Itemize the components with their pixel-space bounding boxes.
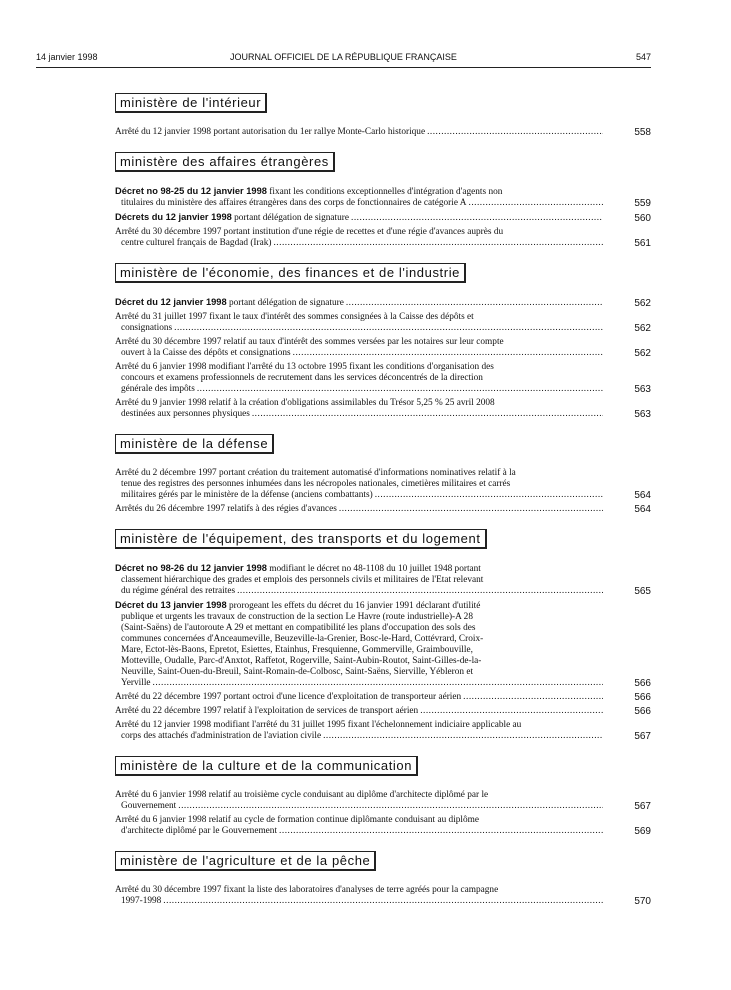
ministry-section [115,756,651,837]
toc-entry[interactable] [115,706,651,717]
ministry-heading: ministère de la défense [115,434,274,454]
toc-entry[interactable] [115,297,651,309]
entry-page-number: 565 [634,586,651,597]
entry-last-line: Yerville [121,678,151,688]
entry-text-line: Arrêté du 30 décembre 1997 relatif au taux d'intérêt des sommes versées par les notaires sur leur compte [115,337,504,347]
toc-entry[interactable] [115,885,651,907]
entry-text-line: Arrêté du 2 décembre 1997 portant création du traitement automatisé d'informations nominatives relatif à la [115,468,516,478]
entry-lead: Décret du 12 janvier 1998 [115,297,227,307]
entry-page-number: 561 [634,238,651,249]
entry-page-number: 560 [634,213,651,224]
ministry-section [115,263,651,420]
entry-page-number: 569 [634,826,651,837]
table-of-contents [115,93,651,921]
entry-page-number: 562 [634,323,651,334]
leader-dots [279,826,603,837]
ministry-section [115,93,651,138]
ministry-section [115,529,651,742]
entry-text-line: Arrêté du 12 janvier 1998 modifiant l'arrêté du 31 juillet 1995 fixant l'échelonnement indiciaire applicable au [115,720,522,730]
entry-text-line: prorogeant les effets du décret du 16 janvier 1991 déclarant d'utilité [226,601,481,611]
leader-dots [469,198,604,209]
issue-date: 14 janvier 1998 [36,52,98,62]
entry-last-line: ouvert à la Caisse des dépôts et consignations [121,348,291,358]
page-number: 547 [635,52,651,62]
entry-lead: Décret no 98-25 du 12 janvier 1998 [115,186,267,196]
leader-dots [339,504,603,515]
ministry-heading: ministère de l'équipement, des transports et du logement [115,529,487,549]
leader-dots [163,896,603,907]
ministry-heading: ministère de la culture et de la communication [115,756,418,776]
entry-page-number: 567 [634,801,651,812]
entry-text-line: Arrêté du 30 décembre 1997 fixant la liste des laboratoires d'analyses de terre agréés pour la campagne [115,885,499,895]
header-rule [36,67,651,68]
leader-dots [252,409,603,420]
entry-text-line: concours et examens professionnels de recrutement dans les services déconcentrés de la direction [121,373,483,383]
toc-entry[interactable] [115,312,651,334]
entry-last-line: consignations [121,323,173,333]
entry-text-line: Arrêté du 30 décembre 1997 portant institution d'une régie de recettes et d'une régie d'avances auprès du [115,227,504,237]
toc-entry[interactable] [115,692,651,703]
entry-last-line: Gouvernement [121,801,177,811]
entry-text-line: fixant les conditions exceptionnelles d'intégration d'agents non [266,187,503,197]
toc-entry[interactable] [115,362,651,395]
entry-last-line: titulaires du ministère des affaires étrangères dans des corps de fonctionnaires de catégorie A [121,198,467,208]
toc-entry[interactable] [115,398,651,420]
entry-text-line: (Saint-Saëns) de l'autoroute A 29 et mettant en compatibilité les plans d'occupation des sols des [121,623,476,633]
leader-dots [420,706,603,717]
toc-entry[interactable] [115,720,651,742]
leader-dots [178,801,603,812]
entry-lead: Décrets du 12 janvier 1998 [115,212,232,222]
entry-last-line: Arrêté du 12 janvier 1998 portant autorisation du 1er rallye Monte-Carlo historique [115,127,426,137]
entry-page-number: 562 [634,348,651,359]
entry-text-line: Motteville, Oudalle, Parc-d'Anxtot, Raffetot, Rogerville, Saint-Aubin-Routot, Saint-Gilles-de-la- [121,656,482,666]
entry-last-line: 1997-1998 [121,896,162,906]
ministry-heading: ministère des affaires étrangères [115,152,335,172]
entry-page-number: 562 [634,298,651,309]
ministry-section [115,152,651,249]
toc-entry[interactable] [115,600,651,689]
ministry-section [115,434,651,515]
ministry-heading: ministère de l'intérieur [115,93,267,113]
entry-text-line: Neuville, Saint-Ouen-du-Breuil, Saint-Romain-de-Colbosc, Saint-Saëns, Sierville, Yébleron et [121,667,474,677]
entry-text-line: Arrêté du 6 janvier 1998 relatif au troisième cycle conduisant au diplôme d'architecte diplômé par le [115,790,489,800]
toc-entry[interactable] [115,337,651,359]
leader-dots [153,678,603,689]
leader-dots [351,213,603,224]
toc-entry[interactable] [115,563,651,597]
entry-last-line: du régime général des retraites [121,586,236,596]
entry-text-line: Arrêté du 9 janvier 1998 relatif à la création d'obligations assimilables du Trésor 5,25 % 25 avril 2008 [115,398,495,408]
entry-text-line: Arrêté du 6 janvier 1998 relatif au cycle de formation continue diplômante conduisant au diplôme [115,815,480,825]
entry-last-line: Arrêté du 22 décembre 1997 relatif à l'exploitation de services de transport aérien [115,706,419,716]
entry-text-line: modifiant le décret no 48-1108 du 10 juillet 1948 portant [266,564,481,574]
toc-entry[interactable] [115,186,651,209]
entry-page-number: 563 [634,409,651,420]
toc-entry[interactable] [115,815,651,837]
entry-text-line: communes concernées d'Anceaumeville, Beuzeville-la-Grenier, Bosc-le-Hard, Cottévrard, Croix- [121,634,484,644]
ministry-heading: ministère de l'économie, des finances et de l'industrie [115,263,466,283]
entry-last-line: destinées aux personnes physiques [121,409,250,419]
toc-entry[interactable] [115,504,651,515]
journal-title: JOURNAL OFFICIEL DE LA RÉPUBLIQUE FRANÇAISE [230,52,457,62]
entry-text-line: Arrêté du 6 janvier 1998 modifiant l'arrêté du 13 octobre 1995 fixant les conditions d'organisation des [115,362,494,372]
entry-last-line: générale des impôts [121,384,195,394]
entry-page-number: 566 [634,706,651,717]
ministry-heading: ministère de l'agriculture et de la pêche [115,851,376,871]
leader-dots [237,586,603,597]
leader-dots [293,348,603,359]
leader-dots [346,298,603,309]
entry-last-line: corps des attachés d'administration de l'aviation civile [121,731,322,741]
leader-dots [323,731,603,742]
entry-last-line: centre culturel français de Bagdad (Irak) [121,238,272,248]
leader-dots [375,490,603,501]
entry-page-number: 559 [634,198,651,209]
leader-dots [463,692,603,703]
toc-entry[interactable] [115,468,651,501]
entry-lead: Décret no 98-26 du 12 janvier 1998 [115,563,267,573]
entry-page-number: 564 [634,490,651,501]
entry-lead: Décret du 13 janvier 1998 [115,600,227,610]
entry-text-line: classement hiérarchique des grades et emplois des personnels civils et militaires de l'Etat relevant [121,575,484,585]
entry-last-line: portant délégation de signature [226,298,344,308]
entry-last-line: militaires gérés par le ministère de la défense (anciens combattants) [121,490,373,500]
entry-last-line: Arrêtés du 26 décembre 1997 relatifs à des régies d'avances [115,504,337,514]
entry-page-number: 567 [634,731,651,742]
entry-text-line: Arrêté du 31 juillet 1997 fixant le taux d'intérêt des sommes consignées à la Caisse des dépôts et [115,312,474,322]
entry-page-number: 566 [634,678,651,689]
toc-entry[interactable] [115,790,651,812]
entry-last-line: Arrêté du 22 décembre 1997 portant octroi d'une licence d'exploitation de transporteur aérien [115,692,462,702]
leader-dots [197,384,603,395]
entry-page-number: 566 [634,692,651,703]
leader-dots [174,323,603,334]
toc-entry[interactable] [115,127,651,138]
entry-text-line: tenue des registres des personnes inhumées dans les nécropoles nationales, cimetières militaires et carrés [121,479,511,489]
entry-page-number: 563 [634,384,651,395]
toc-entry[interactable] [115,227,651,249]
toc-entry[interactable] [115,212,651,224]
ministry-section [115,851,651,907]
entry-page-number: 564 [634,504,651,515]
entry-last-line: portant délégation de signature [231,213,350,223]
entry-last-line: d'architecte diplômé par le Gouvernement [121,826,278,836]
entry-text-line: Mare, Ectot-lès-Baons, Epretot, Esiettes, Etainhus, Fresquienne, Gommerville, Graimbouville, [121,645,473,655]
entry-text-line: publique et urgents les travaux de construction de la section Le Havre (route industrielle)-A 28 [121,612,473,622]
entry-page-number: 558 [634,127,651,138]
entry-page-number: 570 [634,896,651,907]
leader-dots [273,238,603,249]
leader-dots [427,127,603,138]
